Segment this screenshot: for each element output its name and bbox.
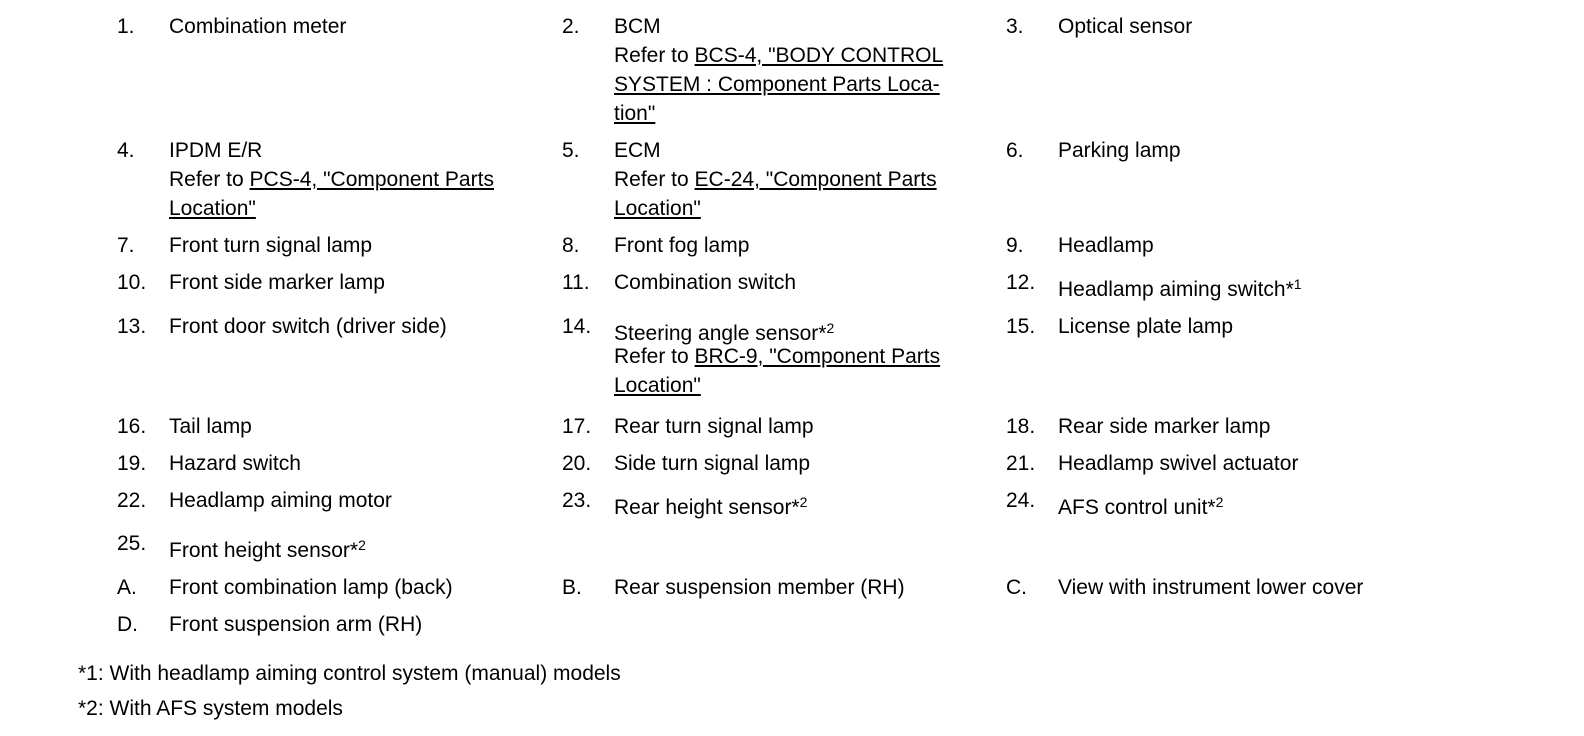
item-description [169,573,549,602]
reference-link[interactable]: tion" [614,102,656,125]
reference-link[interactable]: BCS-4, "BODY CONTROL [694,44,944,67]
item-number: 2. [562,15,580,38]
item-number: 19. [117,452,147,475]
description-line [614,319,994,348]
item-number: 17. [562,415,592,438]
description-line [1058,275,1438,304]
footnote-marker: 2 [1215,494,1224,510]
item-description [169,12,549,41]
description-line [614,99,994,128]
item-description [169,610,549,639]
item-description [169,412,549,441]
description-line [169,194,549,223]
footnote-2: *2: With AFS system models [78,697,343,720]
item-name: Rear suspension member (RH) [614,576,905,599]
item-name: Headlamp [1058,234,1154,257]
item-description [169,486,549,515]
reference-link[interactable]: PCS-4, "Component Parts [249,168,494,191]
item-description [614,493,994,522]
item-name: Hazard switch [169,452,301,475]
item-description [1058,412,1438,441]
item-number: 8. [562,234,580,257]
description-line [1058,493,1438,522]
item-number: 20. [562,452,592,475]
item-number: 25. [117,532,147,555]
description-line [1058,231,1438,260]
item-number: 15. [1006,315,1036,338]
footnote-marker: 2 [799,494,808,510]
item-number: 12. [1006,271,1036,294]
item-number: 10. [117,271,147,294]
item-description [169,231,549,260]
item-description [169,268,549,297]
item-description [614,231,994,260]
description-line [169,268,549,297]
item-name: View with instrument lower cover [1058,576,1364,599]
item-name: Headlamp aiming motor [169,489,392,512]
item-description [614,412,994,441]
item-description [1058,275,1438,304]
description-line [169,312,549,341]
item-number: 22. [117,489,147,512]
item-name: Front door switch (driver side) [169,315,447,338]
refer-prefix: Refer to [614,168,695,191]
description-line [614,194,994,223]
description-line [614,165,994,194]
description-line [614,231,994,260]
item-number: C. [1006,576,1027,599]
item-name: IPDM E/R [169,139,263,162]
item-name: Rear side marker lamp [1058,415,1271,438]
item-description [169,136,549,223]
description-line [169,412,549,441]
item-name: Rear turn signal lamp [614,415,814,438]
reference-link[interactable]: BRC-9, "Component Parts [694,345,941,368]
item-description [1058,312,1438,341]
description-line [169,12,549,41]
item-name: Front side marker lamp [169,271,385,294]
item-name: License plate lamp [1058,315,1234,338]
item-description [1058,493,1438,522]
item-number: 5. [562,139,580,162]
description-line [614,41,994,70]
legend-row [0,268,1584,312]
item-number: D. [117,613,138,636]
item-number: 16. [117,415,147,438]
item-number: 11. [562,271,590,294]
item-number: 7. [117,234,135,257]
legend-row [0,231,1584,268]
item-number: B. [562,576,582,599]
item-description [614,449,994,478]
description-line [169,486,549,515]
item-name: Combination switch [614,271,797,294]
description-line [614,136,994,165]
item-number: A. [117,576,137,599]
item-description [614,12,994,128]
item-description [614,312,994,400]
item-name: Side turn signal lamp [614,452,811,475]
footnote-marker: 2 [826,320,835,336]
item-number: 4. [117,139,135,162]
description-line [1058,12,1438,41]
description-line [1058,312,1438,341]
item-name: Headlamp swivel actuator [1058,452,1299,475]
item-description [614,573,994,602]
item-description [1058,136,1438,165]
description-line [169,136,549,165]
item-number: 21. [1006,452,1036,475]
refer-prefix: Refer to [614,44,695,67]
item-number: 6. [1006,139,1024,162]
item-description [1058,449,1438,478]
description-line [169,536,549,565]
item-name: Headlamp aiming switch* [1058,278,1294,301]
item-description [1058,573,1438,602]
item-description [1058,231,1438,260]
footnotes [78,659,621,729]
description-line [1058,573,1438,602]
description-line [614,493,994,522]
description-line [614,12,994,41]
footnote-marker: 1 [1293,276,1302,292]
refer-prefix: Refer to [169,168,250,191]
item-name: AFS control unit* [1058,496,1216,519]
description-line [1058,449,1438,478]
reference-link[interactable]: Location" [614,197,701,220]
legend-row [0,529,1584,573]
reference-link[interactable]: EC-24, "Component Parts [694,168,937,191]
description-line [169,231,549,260]
footnote-1: *1: With headlamp aiming control system (manual) models [78,662,621,685]
item-number: 24. [1006,489,1036,512]
item-number: 3. [1006,15,1024,38]
description-line [1058,136,1438,165]
item-name: Parking lamp [1058,139,1181,162]
component-legend [0,12,1584,647]
legend-row [0,610,1584,647]
description-line [169,573,549,602]
description-line [614,268,994,297]
item-name: Front fog lamp [614,234,750,257]
reference-link[interactable]: Location" [614,374,701,397]
item-number: 13. [117,315,147,338]
item-description [614,268,994,297]
description-line [1058,412,1438,441]
item-description [169,449,549,478]
item-name: Steering angle sensor* [614,322,827,345]
item-name: Front suspension arm (RH) [169,613,423,636]
item-number: 9. [1006,234,1024,257]
legend-row [0,573,1584,610]
refer-prefix: Refer to [614,345,695,368]
reference-link[interactable]: Location" [169,197,256,220]
description-line [614,449,994,478]
description-line [614,371,994,400]
item-description [1058,12,1438,41]
item-name: Front combination lamp (back) [169,576,453,599]
item-number: 1. [117,15,135,38]
legend-row [0,449,1584,486]
footnote-marker: 2 [358,537,366,553]
description-line [169,449,549,478]
item-name: Front height sensor* [169,539,359,562]
item-name: Optical sensor [1058,15,1193,38]
item-description [614,136,994,223]
item-number: 14. [562,315,592,338]
legend-row [0,136,1584,231]
item-number: 23. [562,489,592,512]
description-line [169,610,549,639]
item-name: Combination meter [169,15,347,38]
item-name: BCM [614,15,661,38]
description-line [614,412,994,441]
legend-row [0,312,1584,412]
item-name: Front turn signal lamp [169,234,373,257]
legend-row [0,412,1584,449]
description-line [169,165,549,194]
legend-row [0,486,1584,529]
item-description [169,312,549,341]
legend-row [0,12,1584,136]
reference-link[interactable]: SYSTEM : Component Parts Loca- [614,73,940,96]
item-description [169,536,549,565]
item-name: Rear height sensor* [614,496,800,519]
item-name: Tail lamp [169,415,252,438]
item-name: ECM [614,139,661,162]
description-line [614,70,994,99]
item-number: 18. [1006,415,1036,438]
description-line [614,573,994,602]
